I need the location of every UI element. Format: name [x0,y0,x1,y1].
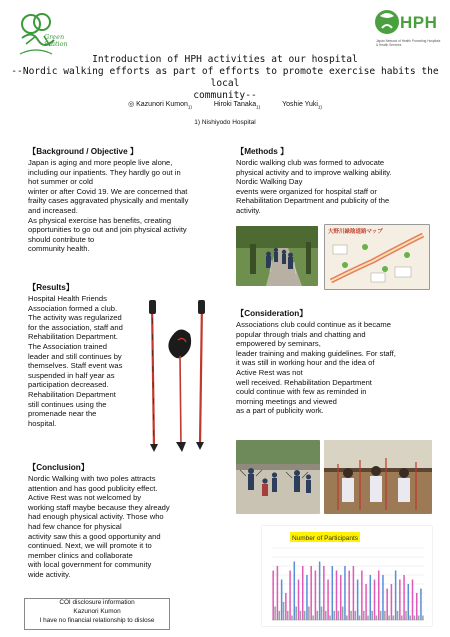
chart-bar [272,571,274,621]
text-line: Rehabilitation Department. [28,332,118,342]
chart-bar [294,562,296,621]
walking-map-image [324,224,430,290]
section-conclusion [28,462,228,580]
section-background [28,146,228,254]
chart-bar [357,580,359,621]
chart-bar [350,611,352,620]
section-body [236,158,436,216]
author-name: Yoshie Yuki [282,101,318,108]
text-line: Nordic Walking Day [236,177,303,187]
text-line: could continue with few as reminded in [236,387,367,397]
text-line: well received. Rehabilitation Department [236,377,372,387]
text-line: activity. [236,205,261,215]
text-line: hot summer or cold [28,177,93,187]
text-line: attention and has good publicity effect. [28,483,158,493]
author-name: Hiroki Tanaka [213,101,257,108]
chart-bar [397,611,399,620]
text-line: hospital. [28,418,57,428]
text-line: leader and still continues by [28,351,122,361]
chart-bar [333,611,335,620]
text-line: Active Rest was not welcomed by [28,493,142,503]
chart-bar [420,589,422,621]
chart-bar [281,580,283,621]
text-line: Rehabilitation Department [28,389,116,399]
group-exercise-photo [236,440,320,514]
chart-bar [382,575,384,620]
chart-bar [359,616,361,621]
chart-bar [361,571,363,621]
chart-bar [405,611,407,620]
text-line: As physical exercise has benefits, creating [28,215,172,225]
chart-bar [287,611,289,620]
coi-box [24,598,170,630]
chart-title: Number of Participants [291,535,359,542]
text-line: empowered by seminars, [236,339,321,349]
hph-logo-subtitle: Japan Network of Health Promoting Hospitals & Health Services [376,39,441,47]
chart-bar [363,611,365,620]
chart-bar [291,616,293,621]
author [128,101,192,108]
chart-bar [340,575,342,620]
section-body [236,320,436,416]
chart-bar [388,616,390,621]
text-line: as a part of publicity work. [236,406,324,416]
chart-bar [408,584,410,620]
chart-bar [399,580,401,621]
text-line: for the association, staff and [28,322,123,332]
chart-bar [395,571,397,621]
chart-bar [304,611,306,620]
chart-bar [393,616,395,621]
text-line: working staff maybe because they already [28,502,170,512]
chart-bar [321,607,323,621]
chart-bar [391,584,393,620]
text-line: participation decreased. [28,380,109,390]
chart-bar [323,566,325,620]
text-line: events were organized for hospital staff or [236,186,377,196]
hph-logo-text: HPH [400,13,438,32]
chart-bar [300,611,302,620]
chart-bar [310,566,312,620]
text-line: Associations club could continue as it became [236,320,391,329]
nordic-poles-image [140,296,216,454]
text-line: promenade near the [28,409,97,419]
chart-bar [279,611,281,620]
chart-bar [355,611,357,620]
section-heading: 【Background / Objective 】 [28,147,139,156]
text-line: Nordic walking club was formed to advocate [236,158,385,167]
chart-bar [412,580,414,621]
text-line: Nordic Walking with two poles attracts [28,474,156,483]
section-heading: 【Methods 】 [236,147,289,156]
chart-bar [386,589,388,621]
chart-bar [401,616,403,621]
green-station-logo [16,10,74,58]
section-results [28,282,148,428]
text-line: it was still in working hour and the idea of [236,358,375,368]
text-line: still continues using the [28,399,107,409]
section-heading: 【Conclusion】 [28,463,89,472]
text-line: opportunities to go out and join physical activity [28,225,187,235]
section-body [28,294,148,428]
text-line: and increased. [28,205,78,215]
chart-bar [414,616,416,621]
text-line: community health. [28,244,90,254]
title-line: Introduction of HPH activities at our hospital [92,54,358,65]
chart-bar [346,616,348,621]
chart-bar [319,562,321,621]
chart-bar [422,616,424,621]
chart-bar [274,607,276,621]
chart-bar [336,571,338,621]
poster-title [0,54,450,102]
chart-bar [353,566,355,620]
text-line: The Association trained [28,341,107,351]
chart-bar [409,616,411,621]
author-affil-mark: 1) [317,104,322,110]
chart-bar [370,575,372,620]
text-line: Hospital Health Friends [28,294,107,303]
chart-bar [277,566,279,620]
hph-logo [374,8,442,54]
chart-bar [384,611,386,620]
chart-bar [378,571,380,621]
author-name: ◎ Kazunori Kumon [128,101,188,108]
authors [0,100,450,109]
affiliation: 1) Nishiyodo Hospital [194,119,256,126]
coi-line: Kazunori Kumon [73,607,121,615]
chart-bar [332,566,334,620]
chart-bar [289,571,291,621]
author [214,101,260,108]
text-line: continued. Next, we will promote it to [28,541,152,551]
chart-bar [371,611,373,620]
coi-line: COI disclosure information [59,599,135,606]
author-affil-mark: 1) [256,104,261,110]
text-line: suspended in half year as [28,370,115,380]
chart-bar [317,611,319,620]
author [282,101,322,108]
coi-line: I have no financial relationship to dislose [39,616,155,624]
section-heading: 【Results】 [28,283,74,292]
title-line: community-- [193,90,257,101]
chart-bar [327,580,329,621]
text-line: Active Rest was not [236,367,303,377]
section-body [28,474,228,580]
chart-bar [329,616,331,621]
chart-bar [376,616,378,621]
chart-bar [306,575,308,620]
text-line: The activity was regularized [28,313,122,323]
chart-bar [308,607,310,621]
text-line: should contribute to [28,234,95,244]
title-line: --Nordic walking efforts as part of efforts to promote exercise habits the local [11,66,439,89]
chart-bar [312,616,314,621]
chart-bar [302,566,304,620]
text-line: leader training and making guidelines. For staff, [236,348,396,358]
chart-bar [403,575,405,620]
section-methods [236,146,436,216]
staff-poles-photo [324,440,432,514]
chart-bar [298,580,300,621]
text-line: had few chance for physical [28,521,122,531]
chart-bar [315,571,317,621]
participants-chart [262,526,432,626]
text-line: physical activity and to improve walking ability. [236,167,392,177]
section-heading: 【Consideration】 [236,309,308,318]
section-consideration [236,308,436,416]
map-title: 大野川緑陰道路マップ [328,229,383,235]
text-line: activity saw this a good opportunity and [28,531,161,541]
text-line: winter or after Covid 19. We are concerned that [28,186,188,196]
chart-bar [416,593,418,620]
chart-bar [418,616,420,621]
chart-bar [283,602,285,620]
text-line: themselves. Staff event was [28,361,123,371]
green-station-logo-text: Green Station [44,33,68,48]
text-line: Japan is aging and more people live alone, [28,158,173,167]
section-body [28,158,228,254]
chart-bar [374,580,376,621]
chart-bar [380,611,382,620]
chart-bar [365,584,367,620]
text-line: wide activity. [28,569,71,579]
text-line: including our inpatients. They hardly go out in [28,167,181,177]
chart-bar [367,616,369,621]
chart-bar [342,607,344,621]
chart-bar [344,566,346,620]
walking-group-photo [236,226,318,286]
text-line: morning meetings and viewed [236,396,337,406]
chart-bar [338,611,340,620]
text-line: popular through trials and chatting and [236,329,366,339]
text-line: had enough physical activity. Those who [28,512,164,522]
chart-bar [325,611,327,620]
chart-bar [348,571,350,621]
chart-bar [295,607,297,621]
participants-chart-svg [262,526,432,626]
text-line: member clinics and collaborate [28,550,133,560]
text-line: Association formed a club. [28,303,118,313]
text-line: Rehabilitation Department and publicity of the [236,196,390,206]
author-affil-mark: 1) [187,104,192,110]
chart-bar [285,593,287,620]
text-line: with local government for community [28,560,152,570]
text-line: frailty cases aggravated physically and mentally [28,196,189,206]
